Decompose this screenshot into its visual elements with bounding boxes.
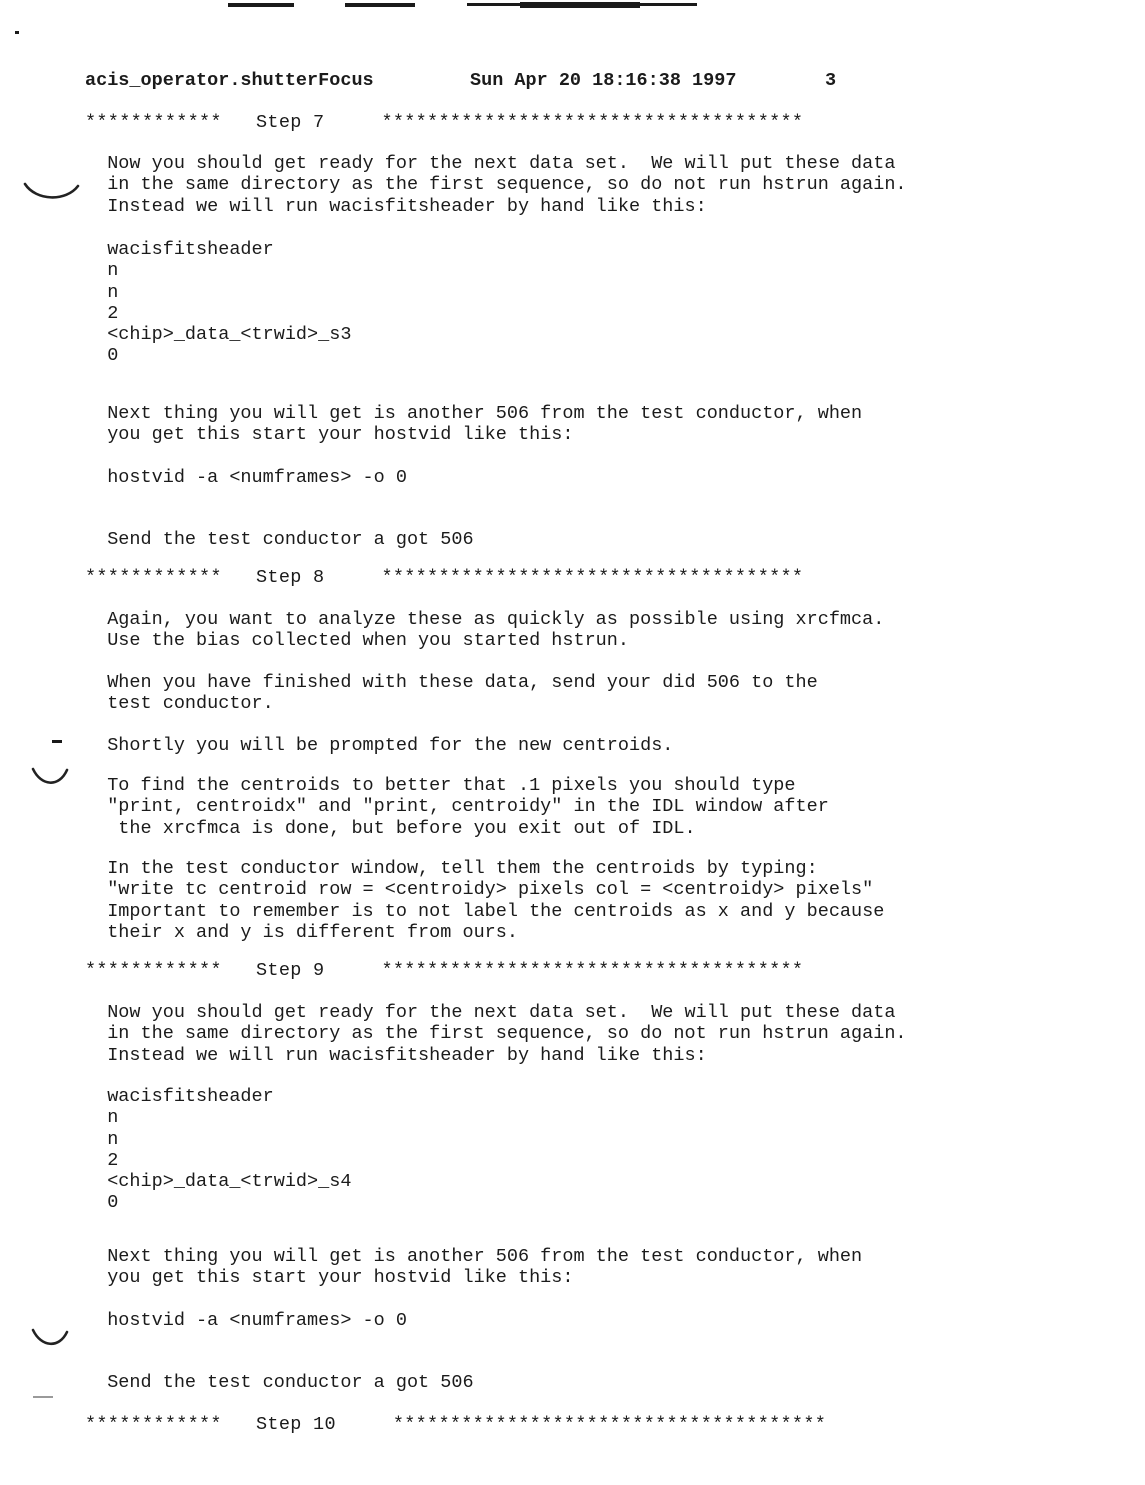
text-line: in the same directory as the first sequence, so do not run hstrun again. xyxy=(85,1023,907,1045)
text-line: Next thing you will get is another 506 from the test conductor, when xyxy=(85,1246,863,1267)
code-block xyxy=(85,1310,407,1331)
scan-artifact xyxy=(345,3,415,7)
code-line: hostvid -a <numframes> -o 0 xyxy=(85,1310,407,1331)
code-block xyxy=(85,467,407,488)
code-line: wacisfitsheader xyxy=(85,1086,274,1107)
text-line: Shortly you will be prompted for the new centroids. xyxy=(85,735,674,756)
step-separator-block xyxy=(85,567,803,588)
text-line: the xrcfmca is done, but before you exit out of IDL. xyxy=(85,817,696,839)
paragraph-block xyxy=(85,609,884,652)
code-line: <chip>_data_<trwid>_s3 xyxy=(85,324,352,346)
header-timestamp: Sun Apr 20 18:16:38 1997 xyxy=(470,70,737,91)
step-separator-line: ************ Step 10 ************************************** xyxy=(85,1414,827,1435)
text-line: you get this start your hostvid like this: xyxy=(85,424,574,446)
document-title: acis_operator.shutterFocus xyxy=(85,70,374,91)
text-line: Important to remember is to not label the centroids as x and y because xyxy=(85,900,885,922)
paragraph-block xyxy=(85,1002,907,1066)
paragraph-block xyxy=(85,153,907,217)
text-line: Use the bias collected when you started hstrun. xyxy=(85,630,629,652)
text-line: Send the test conductor a got 506 xyxy=(85,1372,474,1393)
step-separator-line: ************ Step 9 ************************************* xyxy=(85,960,804,981)
handwritten-mark-icon xyxy=(33,769,67,783)
text-line: in the same directory as the first sequence, so do not run hstrun again. xyxy=(85,174,907,196)
text-line: Instead we will run wacisfitsheader by hand like this: xyxy=(85,1044,707,1066)
code-line: wacisfitsheader xyxy=(85,239,274,260)
text-line: Now you should get ready for the next data set. We will put these data xyxy=(85,1002,896,1023)
scan-artifact xyxy=(520,2,640,8)
scan-artifact xyxy=(228,3,294,7)
text-line: To find the centroids to better that .1 pixels you should type xyxy=(85,775,796,796)
code-line: <chip>_data_<trwid>_s4 xyxy=(85,1171,352,1193)
scan-artifact xyxy=(15,31,19,34)
paragraph-block xyxy=(85,672,818,715)
code-line: n xyxy=(85,1128,119,1150)
text-line: "write tc centroid row = <centroidy> pixels col = <centroidy> pixels" xyxy=(85,879,874,901)
scan-artifact xyxy=(52,740,62,743)
handwritten-mark-icon xyxy=(33,1330,67,1344)
text-line: When you have finished with these data, send your did 506 to the xyxy=(85,672,818,693)
text-line: Again, you want to analyze these as quickly as possible using xrcfmca. xyxy=(85,609,885,630)
page-header xyxy=(0,70,1145,92)
code-line: 0 xyxy=(85,1192,119,1214)
text-line: Now you should get ready for the next data set. We will put these data xyxy=(85,153,896,174)
text-line: test conductor. xyxy=(85,693,274,715)
code-line: n xyxy=(85,1107,119,1129)
code-line: hostvid -a <numframes> -o 0 xyxy=(85,467,407,488)
paragraph-block xyxy=(85,1372,474,1393)
step-separator-block xyxy=(85,112,803,133)
paragraph-block xyxy=(85,403,862,446)
paragraph-block xyxy=(85,735,673,756)
paragraph-block xyxy=(85,858,884,943)
page-number: 3 xyxy=(825,70,837,91)
text-line: Send the test conductor a got 506 xyxy=(85,529,474,550)
code-block xyxy=(85,1086,351,1214)
step-separator-line: ************ Step 7 ************************************* xyxy=(85,112,804,133)
step-separator-line: ************ Step 8 ************************************* xyxy=(85,567,804,588)
paragraph-block xyxy=(85,775,829,839)
paragraph-block xyxy=(85,1246,862,1289)
step-separator-block xyxy=(85,1414,826,1435)
text-line: Instead we will run wacisfitsheader by hand like this: xyxy=(85,195,707,217)
code-line: 0 xyxy=(85,345,119,367)
text-line: In the test conductor window, tell them the centroids by typing: xyxy=(85,858,818,879)
code-line: 2 xyxy=(85,302,119,324)
paragraph-block xyxy=(85,529,474,550)
handwritten-mark-icon xyxy=(25,184,78,197)
text-line: "print, centroidx" and "print, centroidy" in the IDL window after xyxy=(85,796,829,818)
text-line: you get this start your hostvid like this: xyxy=(85,1267,574,1289)
code-line: 2 xyxy=(85,1149,119,1171)
scan-artifact xyxy=(33,1396,53,1398)
code-line: n xyxy=(85,281,119,303)
code-block xyxy=(85,239,351,367)
step-separator-block xyxy=(85,960,803,981)
code-line: n xyxy=(85,260,119,282)
text-line: their x and y is different from ours. xyxy=(85,921,518,943)
text-line: Next thing you will get is another 506 from the test conductor, when xyxy=(85,403,863,424)
